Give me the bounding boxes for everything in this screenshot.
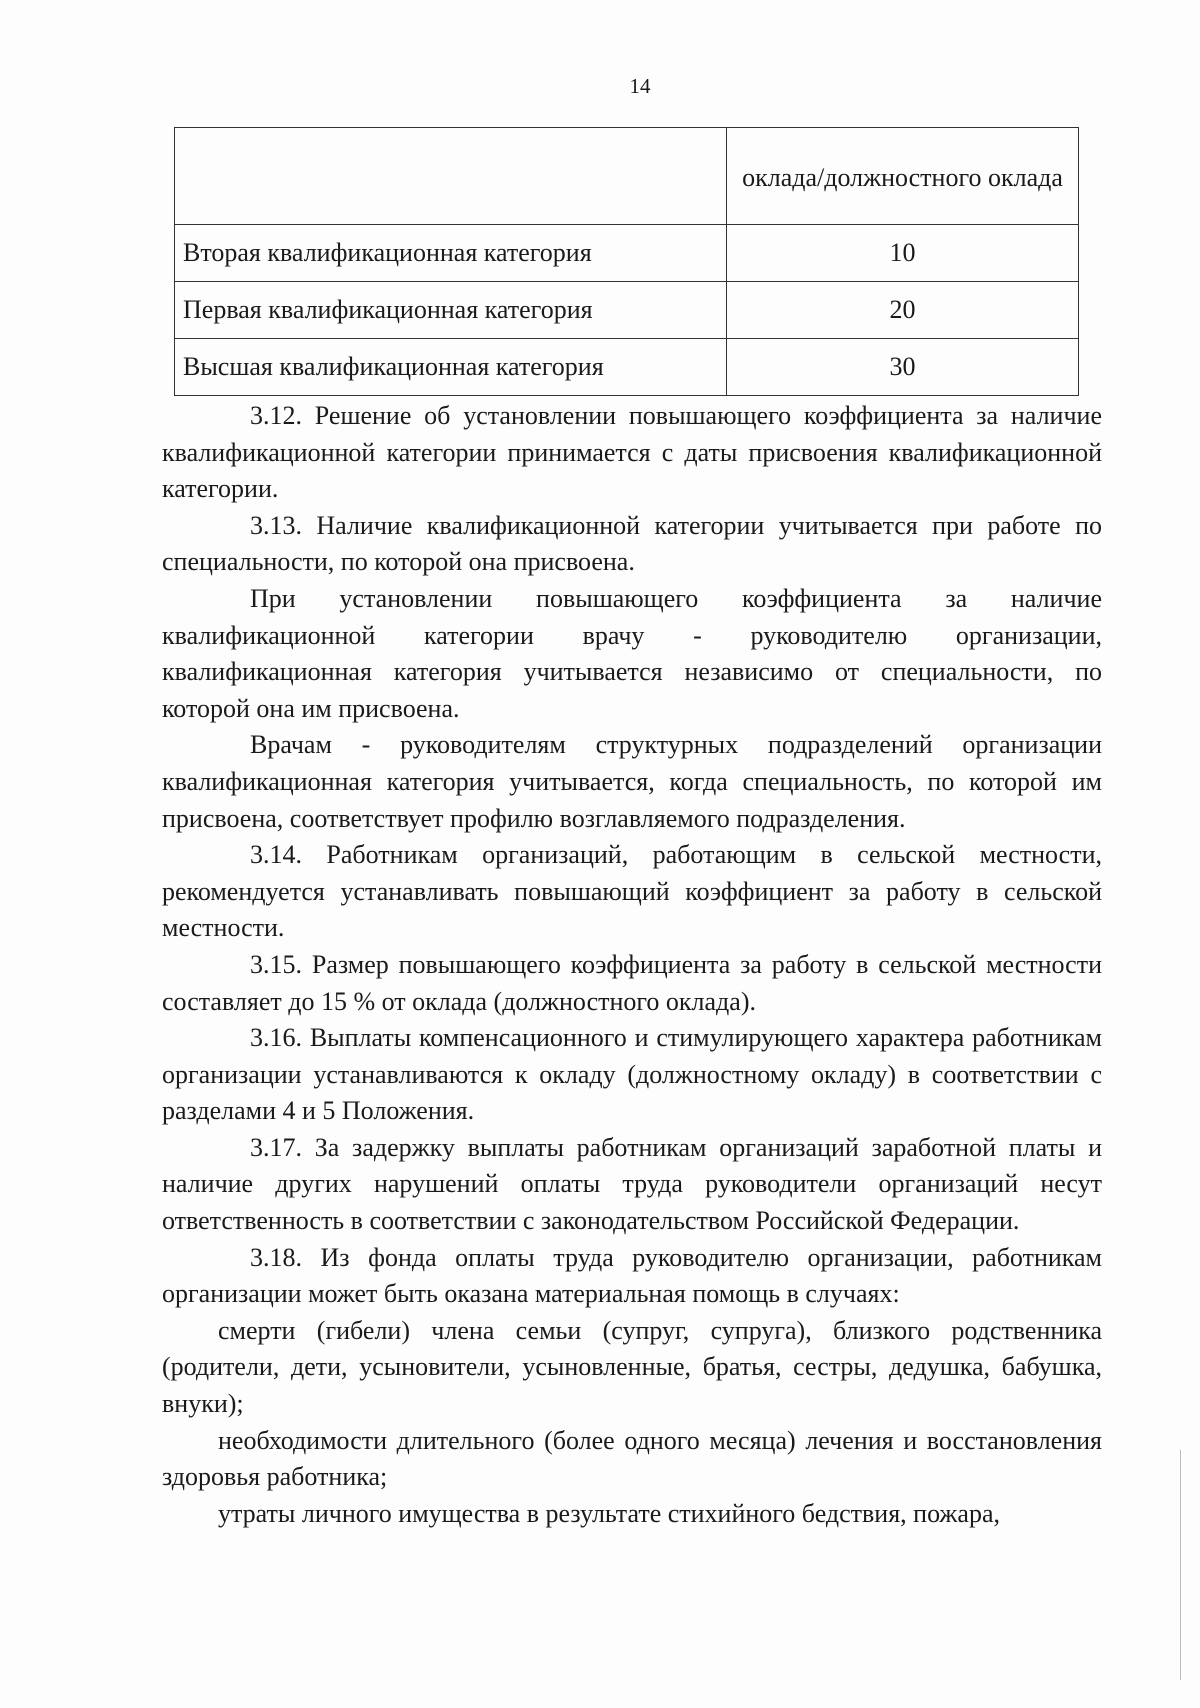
table-cell-value: 30 (727, 339, 1079, 396)
table-header-row (175, 128, 1079, 225)
table-cell-category: Первая квалификационная категория (175, 282, 727, 339)
paragraph-3-16: 3.16. Выплаты компенсационного и стимулирующего характера работникам организации устанавливаются к окладу (должностному окладу) в соответствии с разделами 4 и 5 Положения. (162, 1023, 1102, 1126)
paragraph-3-14: 3.14. Работникам организаций, работающим в сельской местности, рекомендуется устанавливать повышающий коэффициент за работу в сельской местности. (162, 840, 1102, 943)
scan-edge-line (1180, 1450, 1181, 1680)
paragraph-head-doctor: При установлении повышающего коэффициента за наличие квалификационной категории врачу - руководителю организации, квалификационная категория учитывается независимо от специальности, по которой она им присвоена. (162, 583, 1102, 723)
paragraph-3-12: 3.12. Решение об установлении повышающего коэффициента за наличие квалификационной категории принимается с даты присвоения квалификационной категории. (162, 401, 1102, 504)
table-row (175, 282, 1079, 339)
table-row (175, 225, 1079, 282)
paragraph-3-15: 3.15. Размер повышающего коэффициента за работу в сельской местности составляет до 15 % от оклада (должностного оклада). (162, 949, 1102, 1016)
qualification-table (174, 127, 1079, 396)
paragraph-3-13: 3.13. Наличие квалификационной категории учитывается при работе по специальности, по которой она присвоена. (162, 510, 1102, 577)
paragraph-3-17: 3.17. За задержку выплаты работникам организаций заработной платы и наличие других нарушений оплаты труда руководители организаций несут ответственность в соответствии с законодательством Российской Федерации. (162, 1132, 1102, 1236)
table-header-left-cell (175, 128, 727, 225)
table-cell-value: 20 (727, 282, 1079, 339)
body-text (162, 398, 1102, 1532)
list-item-treatment: необходимости длительного (более одного месяца) лечения и восстановления здоровья работника; (162, 1425, 1102, 1492)
page-number: 14 (629, 74, 651, 98)
table-cell-category: Вторая квалификационная категория (175, 225, 727, 282)
table-cell-category: Высшая квалификационная категория (175, 339, 727, 396)
list-item-death: смерти (гибели) члена семьи (супруг, супруга), близкого родственника (родители, дети, усыновители, усыновленные, братья, сестры, дедушка, бабушка, внуки); (162, 1315, 1102, 1419)
list-item-property-loss: утраты личного имущества в результате стихийного бедствия, пожара, (218, 1498, 1000, 1528)
paragraph-unit-heads: Врачам - руководителям структурных подразделений организации квалификационная категория учитывается, когда специальность, по которой им присвоена, соответствует профилю возглавляемого подразделения. (162, 730, 1102, 833)
paragraph-3-18: 3.18. Из фонда оплаты труда руководителю организации, работникам организации может быть оказана материальная помощь в случаях: (162, 1242, 1102, 1309)
table-header-right-cell: оклада/должностного оклада (727, 128, 1079, 225)
table-row (175, 339, 1079, 396)
table-cell-value: 10 (727, 225, 1079, 282)
